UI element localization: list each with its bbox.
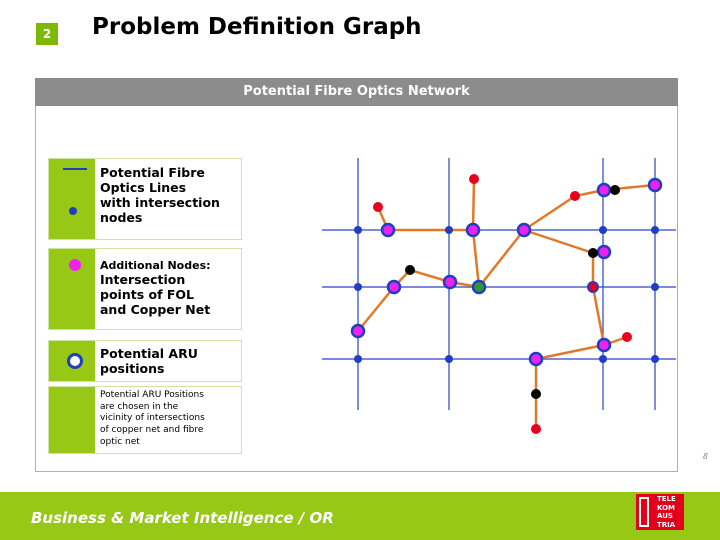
black-node (610, 185, 620, 195)
legend-text-line: Potential Fibre (100, 165, 205, 180)
aru-position-node (649, 179, 661, 191)
fibre-line (536, 345, 604, 359)
intersection-node (445, 355, 453, 363)
fibre-line (378, 179, 474, 230)
intersection-node (651, 355, 659, 363)
logo-text-line: TRIA (657, 520, 676, 529)
intersection-node (354, 355, 362, 363)
aru-position-node (467, 224, 479, 236)
panel-title: Potential Fibre Optics Network (35, 78, 678, 106)
aru-position-node (382, 224, 394, 236)
legend-text-line: Optics Lines (100, 180, 187, 195)
legend-text-line: and Copper Net (100, 302, 211, 318)
legend-text-line: Intersection (100, 272, 186, 288)
aru-position-node (388, 281, 400, 293)
logo-text-line: TELE (657, 495, 676, 503)
black-node (531, 389, 541, 399)
intersection-node (651, 226, 659, 234)
legend-text-line: Additional Nodes: (100, 259, 211, 272)
aru-position-node (598, 184, 610, 196)
aru-position-node (444, 276, 456, 288)
footer-text: Business & Market Intelligence / OR (31, 509, 334, 527)
telekom-austria-logo (636, 494, 684, 530)
intersection-node (354, 283, 362, 291)
red-node (469, 174, 479, 184)
legend-text-line: with intersection (100, 195, 220, 210)
fibre-line (358, 287, 394, 331)
aru-position-node (530, 353, 542, 365)
slide-number-badge: 2 (36, 23, 58, 45)
red-node (531, 424, 541, 434)
page-title: Problem Definition Graph (92, 14, 422, 40)
aru-position-node (588, 282, 598, 292)
fibre-optics-lines (358, 179, 655, 429)
logo-t-mark (639, 497, 649, 527)
fibre-line (593, 253, 604, 345)
intersection-node (599, 226, 607, 234)
legend-note-line: optic net (100, 436, 140, 447)
logo-text-line: KOM (657, 503, 676, 512)
red-node (373, 202, 383, 212)
aru-position-node (352, 325, 364, 337)
network-nodes (352, 174, 661, 434)
legend-note-line: of copper net and fibre (100, 425, 204, 436)
legend-text-line: nodes (100, 210, 143, 225)
legend-note-line: are chosen in the (100, 401, 179, 412)
aru-position-node (598, 246, 610, 258)
red-node (622, 332, 632, 342)
copper-net-grid (322, 158, 676, 410)
intersection-node (651, 283, 659, 291)
intersection-node (599, 355, 607, 363)
intersection-node (445, 226, 453, 234)
page-number: 8 (702, 452, 708, 461)
legend-text-line: positions (100, 361, 165, 376)
black-node (588, 248, 598, 258)
legend-note-line: vicinity of intersections (100, 413, 205, 424)
legend-text-line: points of FOL (100, 287, 194, 303)
red-node (570, 191, 580, 201)
fibre-line (394, 230, 479, 287)
legend-text-line: Potential ARU (100, 346, 198, 361)
logo-text-line: AUS (657, 512, 673, 520)
aru-position-node (598, 339, 610, 351)
intersection-node (354, 226, 362, 234)
legend-note-line: Potential ARU Positions (100, 390, 204, 400)
aru-position-node (473, 281, 485, 293)
black-node (405, 265, 415, 275)
aru-position-node (518, 224, 530, 236)
